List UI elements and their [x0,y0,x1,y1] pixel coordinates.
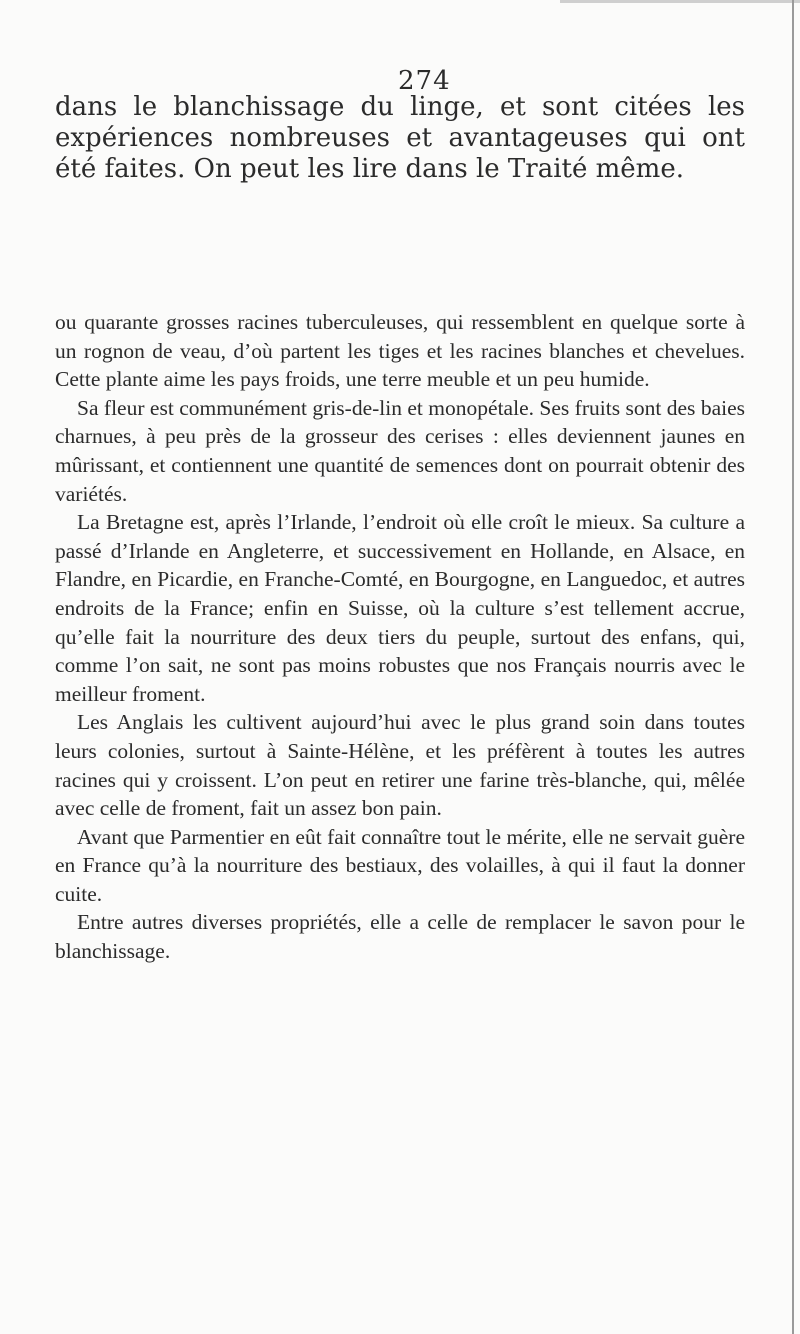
paragraph-1: ou quarante grosses racines tuberculeuses, qui ressemblent en quelque sorte à un rognon de veau, d’où partent les tiges et les racines blanches et chevelues. Cette plante aime les pays froids, une terre meuble et un peu humide. [55,310,745,392]
paragraph-4: Les Anglais les cultivent aujourd’hui avec le plus grand soin dans toutes leurs colonies, surtout à Sainte-Hélène, et les préfèrent à toutes les autres racines qui y croissent. L’on peut en retirer une farine très-blanche, qui, mêlée avec celle de froment, fait un assez bon pain. [55,710,745,821]
paragraph-5: Avant que Parmentier en eût fait connaître tout le mérite, elle ne servait guère en France qu’à la nourriture des bestiaux, des volailles, à qui il faut la donner cuite. [55,824,745,906]
intro-paragraph [55,92,745,185]
page-right-edge [792,0,794,1334]
page-number: 274 [398,66,451,96]
main-text-block [55,308,745,966]
page-top-edge [560,0,800,3]
paragraph-2: Sa fleur est communément gris-de-lin et monopétale. Ses fruits sont des baies charnues, à peu près de la grosseur des cerises : elles deviennent jaunes en mûrissant, et contiennent une quantité de semences dont on pourrait obtenir des variétés. [55,395,745,506]
paragraph-3: La Bretagne est, après l’Irlande, l’endroit où elle croît le mieux. Sa culture a passé d’Irlande en Angleterre, et successivement en Hollande, en Alsace, en Flandre, en Picardie, en Franche-Comté, en Bourgogne, en Languedoc, et autres endroits de la France; enfin en Suisse, où la culture s’est tellement accrue, qu’elle fait la nourriture des deux tiers du peuple, surtout des enfans, qui, comme l’on sait, ne sont pas moins robustes que nos Français nourris avec le meilleur froment. [55,510,745,706]
paragraph-6: Entre autres diverses propriétés, elle a celle de remplacer le savon pour le blanchissage. [55,910,745,964]
intro-text: dans le blanchissage du linge, et sont citées les expériences nombreuses et avantageuses qui ont été faites. On peut les lire dans le Traité même. [55,92,745,184]
